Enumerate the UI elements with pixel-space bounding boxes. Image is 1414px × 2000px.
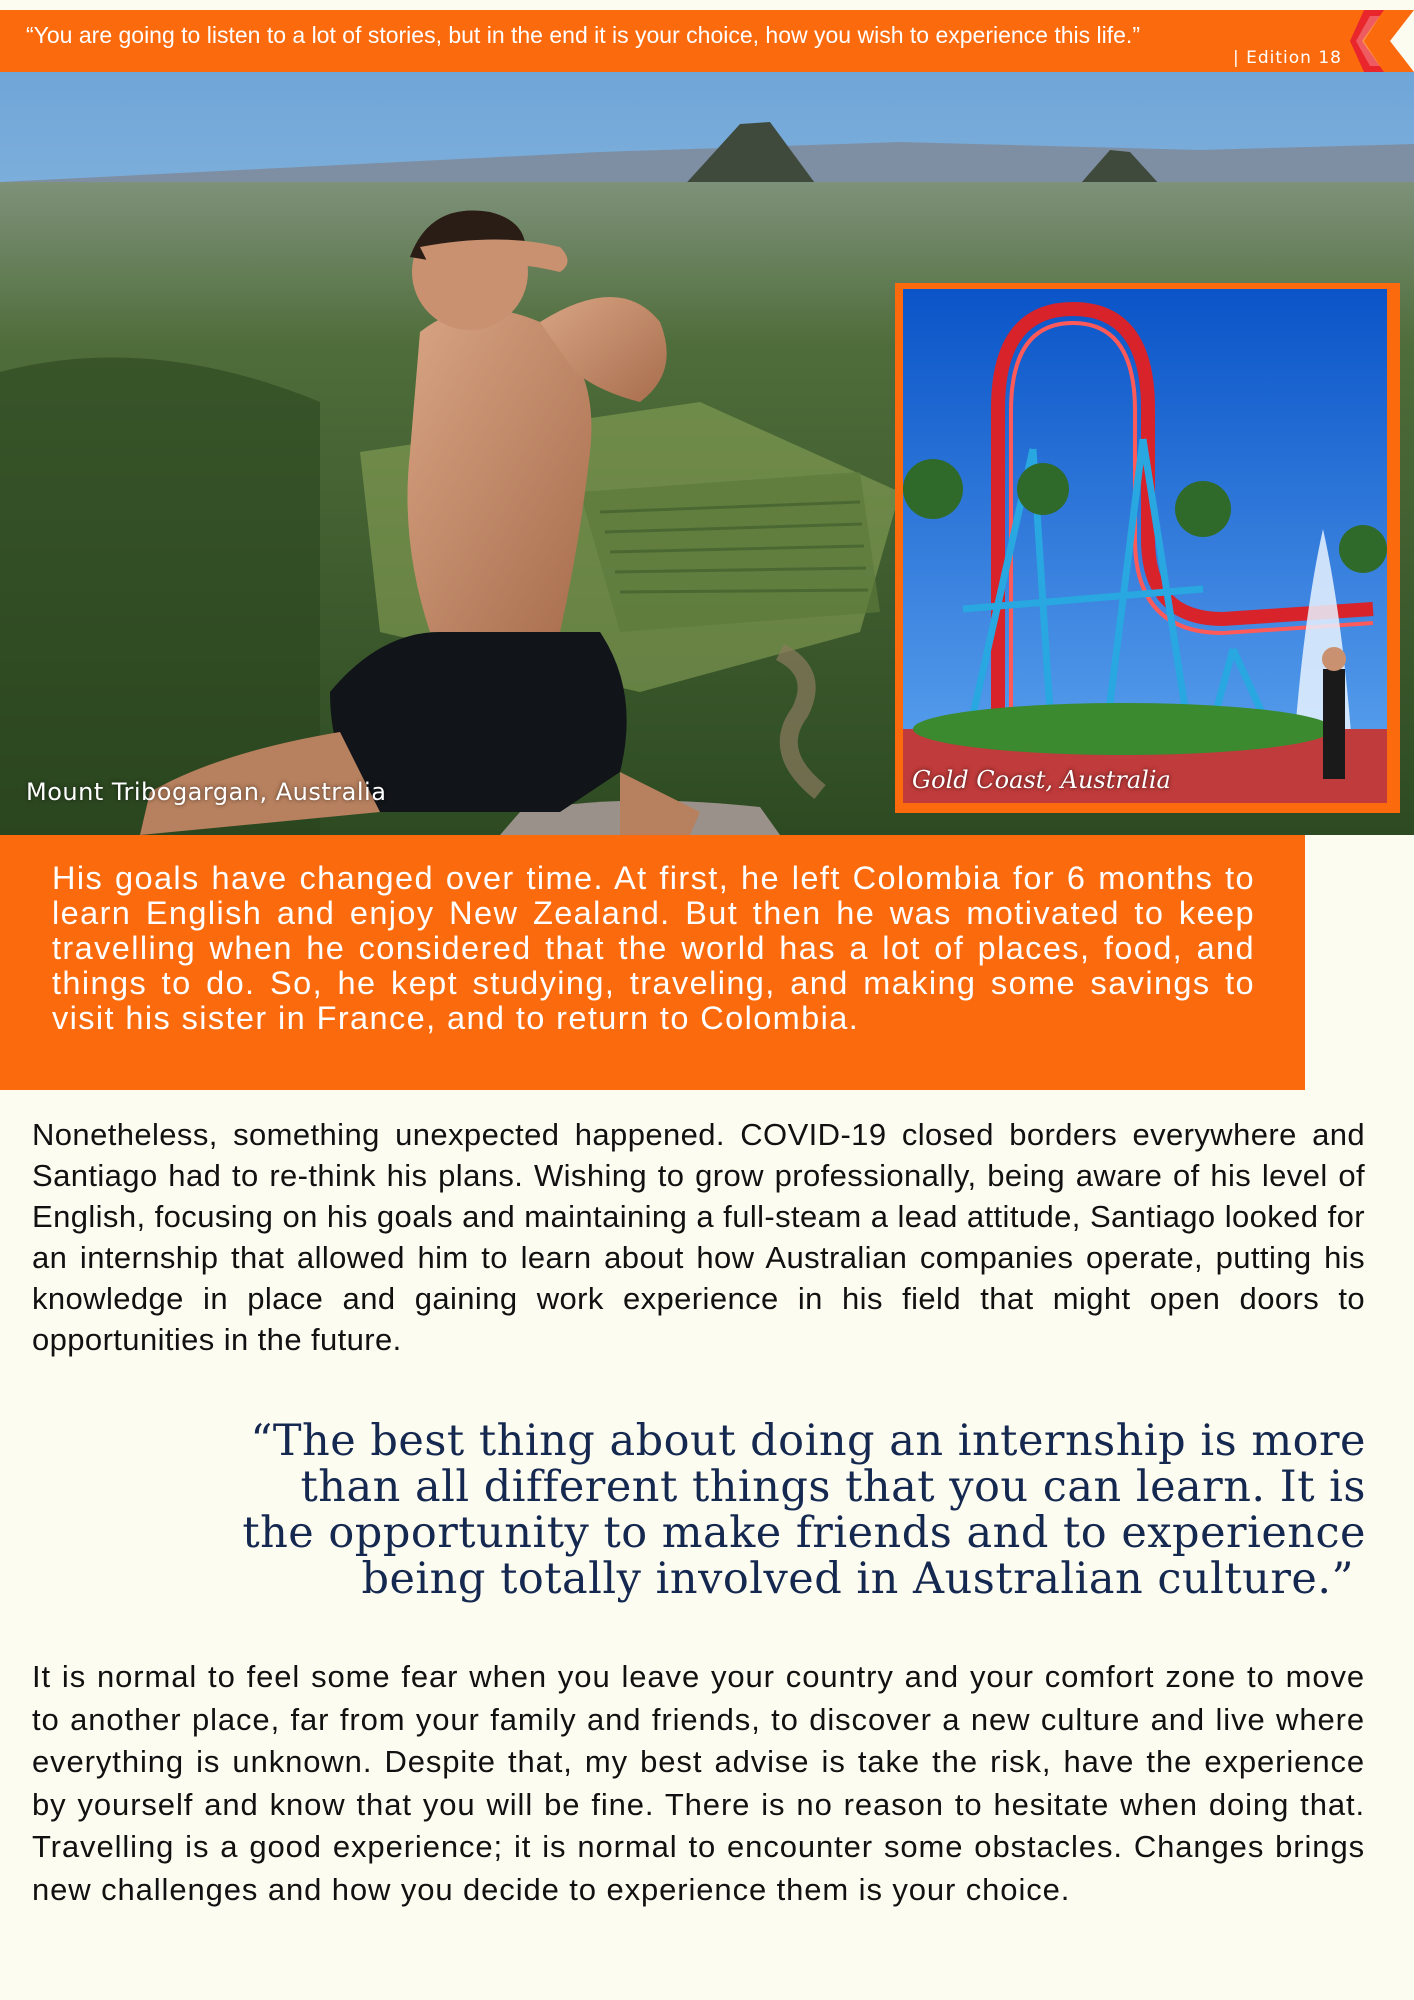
body-paragraph-2: It is normal to feel some fear when you leave your country and your comfort zone to move to another place, far from your family and friends, to discover a new culture and live where everything is unknown. Despite that, my best advise is take the risk, have the experience by yourself and know that you will be fine. There is no reason to hesitate when doing that. Travelling is a good experience; it is normal to encounter some obstacles. Changes brings new challenges and how you decide to experience them is your choice. xyxy=(32,1659,1365,1907)
pull-quote-line: “The best thing about doing an internship is more xyxy=(250,1416,1366,1466)
intro-highlight-box xyxy=(0,835,1305,1090)
pull-quote-line: being totally involved in Australian culture.” xyxy=(361,1554,1354,1604)
hero-caption: Mount Tribogargan, Australia xyxy=(26,778,387,806)
header-banner xyxy=(0,10,1390,72)
bookmark-ribbon-icon xyxy=(1350,10,1414,72)
edition-label: | Edition 18 xyxy=(1233,48,1342,68)
inset-caption: Gold Coast, Australia xyxy=(912,766,1171,794)
pull-quote-line: than all different things that you can learn. It is xyxy=(300,1462,1366,1512)
header-quote: “You are going to listen to a lot of stories, but in the end it is your choice, how you wish to experience this life.” xyxy=(26,22,1140,48)
pull-quote xyxy=(216,1418,1366,1602)
intro-paragraph: His goals have changed over time. At first, he left Colombia for 6 months to learn English and enjoy New Zealand. But then he was motivated to keep travelling when he considered that the world has a lot of places, food, and things to do. So, he kept studying, traveling, and making some savings to visit his sister in France, and to return to Colombia. xyxy=(52,860,1255,1036)
pull-quote-line: the opportunity to make friends and to experience xyxy=(242,1508,1366,1558)
inset-photo-frame xyxy=(895,283,1400,813)
body-paragraph-1: Nonetheless, something unexpected happened. COVID-19 closed borders everywhere and Santiago had to re-think his plans. Wishing to grow professionally, being aware of his level of English, focusing on his goals and maintaining a full-steam a lead attitude, Santiago looked for an internship that allowed him to learn about how Australian companies operate, putting his knowledge in place and gaining work experience in his field that might open doors to opportunities in the future. xyxy=(32,1117,1365,1357)
inset-photo xyxy=(903,289,1387,803)
